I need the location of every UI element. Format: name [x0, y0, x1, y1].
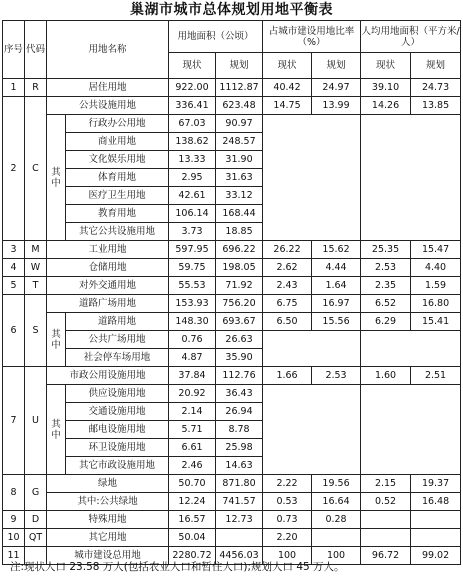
table-row [3, 241, 461, 259]
area-current-cell: 922.00 [169, 79, 216, 97]
ratio-planned-cell: 16.64 [312, 493, 361, 511]
per-capita-current-cell: 2.53 [361, 259, 411, 277]
area-planned-cell: 871.80 [216, 475, 263, 493]
area-current-cell: 0.76 [169, 331, 216, 349]
area-planned-cell: 741.57 [216, 493, 263, 511]
qizhong-label: 其中 [47, 313, 66, 367]
name-cell: 对外交通用地 [47, 277, 169, 295]
name-cell: 教育用地 [66, 205, 169, 223]
ratio-planned-cell: 16.97 [312, 295, 361, 313]
per-capita-blank-cell [361, 331, 461, 367]
area-planned-cell: 12.73 [216, 511, 263, 529]
area-current-cell: 153.93 [169, 295, 216, 313]
table-row [3, 529, 461, 547]
area-current-cell: 138.62 [169, 133, 216, 151]
seq-cell: 7 [3, 367, 25, 475]
code-cell: R [25, 79, 47, 97]
seq-cell: 11 [3, 547, 25, 565]
ratio-planned-cell: 15.62 [312, 241, 361, 259]
area-current-cell: 50.04 [169, 529, 216, 547]
ratio-current-cell: 14.75 [263, 97, 312, 115]
area-planned-cell: 18.85 [216, 223, 263, 241]
per-capita-planned-cell [411, 511, 461, 529]
area-current-cell: 4.87 [169, 349, 216, 367]
per-capita-planned-cell: 15.47 [411, 241, 461, 259]
area-planned-cell: 71.92 [216, 277, 263, 295]
area-current-cell: 16.57 [169, 511, 216, 529]
area-planned-cell: 696.22 [216, 241, 263, 259]
table-note: 注:现状人口 23.58 万人(包括农业人口和暂住人口);规划人口 45 万人。 [10, 561, 345, 573]
ratio-current-cell: 0.73 [263, 511, 312, 529]
area-current-cell: 2.46 [169, 457, 216, 475]
area-planned-cell: 112.76 [216, 367, 263, 385]
table-row [3, 331, 461, 349]
ratio-planned-cell: 4.44 [312, 259, 361, 277]
name-cell: 仓储用地 [47, 259, 169, 277]
ratio-current-cell: 26.22 [263, 241, 312, 259]
area-current-cell: 106.14 [169, 205, 216, 223]
name-cell: 公共设施用地 [47, 97, 169, 115]
header-current: 现状 [169, 53, 216, 79]
name-cell: 道路广场用地 [47, 295, 169, 313]
ratio-current-cell: 6.50 [263, 313, 312, 331]
area-current-cell: 6.61 [169, 439, 216, 457]
name-cell: 工业用地 [47, 241, 169, 259]
ratio-blank-cell [263, 331, 361, 367]
ratio-current-cell: 2.22 [263, 475, 312, 493]
area-planned-cell: 756.20 [216, 295, 263, 313]
per-capita-planned-cell: 4.40 [411, 259, 461, 277]
per-capita-planned-cell: 13.85 [411, 97, 461, 115]
header-code: 代码 [25, 21, 47, 79]
area-current-cell: 67.03 [169, 115, 216, 133]
name-cell: 供应设施用地 [66, 385, 169, 403]
area-planned-cell: 31.90 [216, 151, 263, 169]
qizhong-label: 其中 [47, 385, 66, 475]
name-cell: 交通设施用地 [66, 403, 169, 421]
name-cell: 环卫设施用地 [66, 439, 169, 457]
name-cell: 体育用地 [66, 169, 169, 187]
area-planned-cell: 248.57 [216, 133, 263, 151]
code-cell: QT [25, 529, 47, 547]
per-capita-planned-cell: 99.02 [411, 547, 461, 565]
name-cell: 其中:公共绿地 [47, 493, 169, 511]
seq-cell: 10 [3, 529, 25, 547]
area-current-cell: 37.84 [169, 367, 216, 385]
ratio-blank-cell [263, 385, 361, 475]
header-area: 用地面积（公顷） [169, 21, 263, 53]
table-row [3, 97, 461, 115]
table-row [3, 493, 461, 511]
per-capita-blank-cell [361, 385, 461, 475]
land-use-balance-table [2, 20, 461, 565]
seq-cell: 5 [3, 277, 25, 295]
ratio-planned-cell: 0.28 [312, 511, 361, 529]
ratio-current-cell: 100 [263, 547, 312, 565]
code-cell: U [25, 367, 47, 475]
per-capita-current-cell: 2.35 [361, 277, 411, 295]
per-capita-planned-cell: 24.73 [411, 79, 461, 97]
area-current-cell: 336.41 [169, 97, 216, 115]
ratio-current-cell: 6.75 [263, 295, 312, 313]
header-row-1 [3, 21, 461, 53]
ratio-current-cell: 1.66 [263, 367, 312, 385]
area-planned-cell: 36.43 [216, 385, 263, 403]
area-planned-cell: 623.48 [216, 97, 263, 115]
ratio-planned-cell: 24.97 [312, 79, 361, 97]
area-current-cell: 2280.72 [169, 547, 216, 565]
name-cell: 医疗卫生用地 [66, 187, 169, 205]
area-planned-cell: 35.90 [216, 349, 263, 367]
table-row [3, 277, 461, 295]
per-capita-blank-cell [361, 115, 461, 241]
name-cell: 其它公共设施用地 [66, 223, 169, 241]
header-planned: 规划 [312, 53, 361, 79]
per-capita-current-cell: 96.72 [361, 547, 411, 565]
header-current: 现状 [263, 53, 312, 79]
name-cell: 城市建设总用地 [47, 547, 169, 565]
area-planned-cell: 26.94 [216, 403, 263, 421]
per-capita-planned-cell: 16.48 [411, 493, 461, 511]
per-capita-current-cell: 1.60 [361, 367, 411, 385]
code-cell: C [25, 97, 47, 241]
area-planned-cell: 693.67 [216, 313, 263, 331]
name-cell: 商业用地 [66, 133, 169, 151]
table-title: 巢湖市城市总体规划用地平衡表 [130, 2, 333, 18]
ratio-planned-cell: 15.56 [312, 313, 361, 331]
table-row [3, 259, 461, 277]
area-planned-cell: 4456.03 [216, 547, 263, 565]
table-row [3, 115, 461, 133]
seq-cell: 8 [3, 475, 25, 511]
per-capita-current-cell: 6.29 [361, 313, 411, 331]
per-capita-planned-cell [411, 529, 461, 547]
name-cell: 市政公用设施用地 [47, 367, 169, 385]
area-current-cell: 55.53 [169, 277, 216, 295]
per-capita-current-cell [361, 529, 411, 547]
table-row [3, 475, 461, 493]
qizhong-label: 其中 [47, 115, 66, 241]
area-planned-cell: 168.44 [216, 205, 263, 223]
per-capita-current-cell: 39.10 [361, 79, 411, 97]
seq-cell: 9 [3, 511, 25, 529]
name-cell: 绿地 [47, 475, 169, 493]
area-planned-cell: 33.12 [216, 187, 263, 205]
seq-cell: 3 [3, 241, 25, 259]
ratio-planned-cell: 100 [312, 547, 361, 565]
name-cell: 文化娱乐用地 [66, 151, 169, 169]
name-cell: 公共广场用地 [66, 331, 169, 349]
header-ratio: 占城市建设用地比率（%） [263, 21, 361, 53]
header-name: 用地名称 [47, 21, 169, 79]
code-cell: G [25, 475, 47, 511]
header-planned: 规划 [411, 53, 461, 79]
name-cell: 社会停车场用地 [66, 349, 169, 367]
ratio-planned-cell [312, 529, 361, 547]
name-cell: 其它市政设施用地 [66, 457, 169, 475]
name-cell: 居住用地 [47, 79, 169, 97]
name-cell: 道路用地 [66, 313, 169, 331]
area-current-cell: 59.75 [169, 259, 216, 277]
table-row [3, 385, 461, 403]
area-current-cell: 13.33 [169, 151, 216, 169]
ratio-blank-cell [263, 115, 361, 241]
area-current-cell: 2.95 [169, 169, 216, 187]
per-capita-planned-cell: 16.80 [411, 295, 461, 313]
header-current: 现状 [361, 53, 411, 79]
table-row [3, 295, 461, 313]
per-capita-planned-cell: 15.41 [411, 313, 461, 331]
ratio-planned-cell: 1.64 [312, 277, 361, 295]
per-capita-current-cell: 14.26 [361, 97, 411, 115]
seq-cell: 4 [3, 259, 25, 277]
table-row [3, 367, 461, 385]
seq-cell: 1 [3, 79, 25, 97]
area-current-cell: 597.95 [169, 241, 216, 259]
area-current-cell: 2.14 [169, 403, 216, 421]
per-capita-current-cell: 0.52 [361, 493, 411, 511]
code-cell: S [25, 295, 47, 367]
table-row [3, 313, 461, 331]
table-row [3, 79, 461, 97]
ratio-planned-cell: 19.56 [312, 475, 361, 493]
area-planned-cell: 8.78 [216, 421, 263, 439]
area-current-cell: 148.30 [169, 313, 216, 331]
per-capita-planned-cell: 19.37 [411, 475, 461, 493]
ratio-current-cell: 2.62 [263, 259, 312, 277]
per-capita-current-cell: 25.35 [361, 241, 411, 259]
per-capita-current-cell: 6.52 [361, 295, 411, 313]
area-current-cell: 3.73 [169, 223, 216, 241]
area-current-cell: 5.71 [169, 421, 216, 439]
area-current-cell: 20.92 [169, 385, 216, 403]
per-capita-current-cell [361, 511, 411, 529]
ratio-current-cell: 0.53 [263, 493, 312, 511]
area-current-cell: 50.70 [169, 475, 216, 493]
area-planned-cell: 14.63 [216, 457, 263, 475]
seq-cell: 2 [3, 97, 25, 241]
table-row [3, 511, 461, 529]
area-planned-cell: 31.63 [216, 169, 263, 187]
area-planned-cell: 1112.87 [216, 79, 263, 97]
area-planned-cell: 25.98 [216, 439, 263, 457]
seq-cell: 6 [3, 295, 25, 367]
ratio-current-cell: 40.42 [263, 79, 312, 97]
header-per-capita: 人均用地面积（平方米/人） [361, 21, 461, 53]
name-cell: 邮电设施用地 [66, 421, 169, 439]
area-planned-cell: 198.05 [216, 259, 263, 277]
code-cell: D [25, 511, 47, 529]
area-current-cell: 42.61 [169, 187, 216, 205]
code-cell: T [25, 277, 47, 295]
area-current-cell: 12.24 [169, 493, 216, 511]
area-planned-cell [216, 529, 263, 547]
name-cell: 其它用地 [47, 529, 169, 547]
area-planned-cell: 90.97 [216, 115, 263, 133]
area-planned-cell: 26.63 [216, 331, 263, 349]
per-capita-planned-cell: 1.59 [411, 277, 461, 295]
ratio-planned-cell: 13.99 [312, 97, 361, 115]
ratio-current-cell: 2.43 [263, 277, 312, 295]
ratio-current-cell: 2.20 [263, 529, 312, 547]
header-planned: 规划 [216, 53, 263, 79]
name-cell: 特殊用地 [47, 511, 169, 529]
code-cell: W [25, 259, 47, 277]
per-capita-planned-cell: 2.51 [411, 367, 461, 385]
name-cell: 行政办公用地 [66, 115, 169, 133]
code-cell: M [25, 241, 47, 259]
header-seq: 序号 [3, 21, 25, 79]
per-capita-current-cell: 2.15 [361, 475, 411, 493]
ratio-planned-cell: 2.53 [312, 367, 361, 385]
